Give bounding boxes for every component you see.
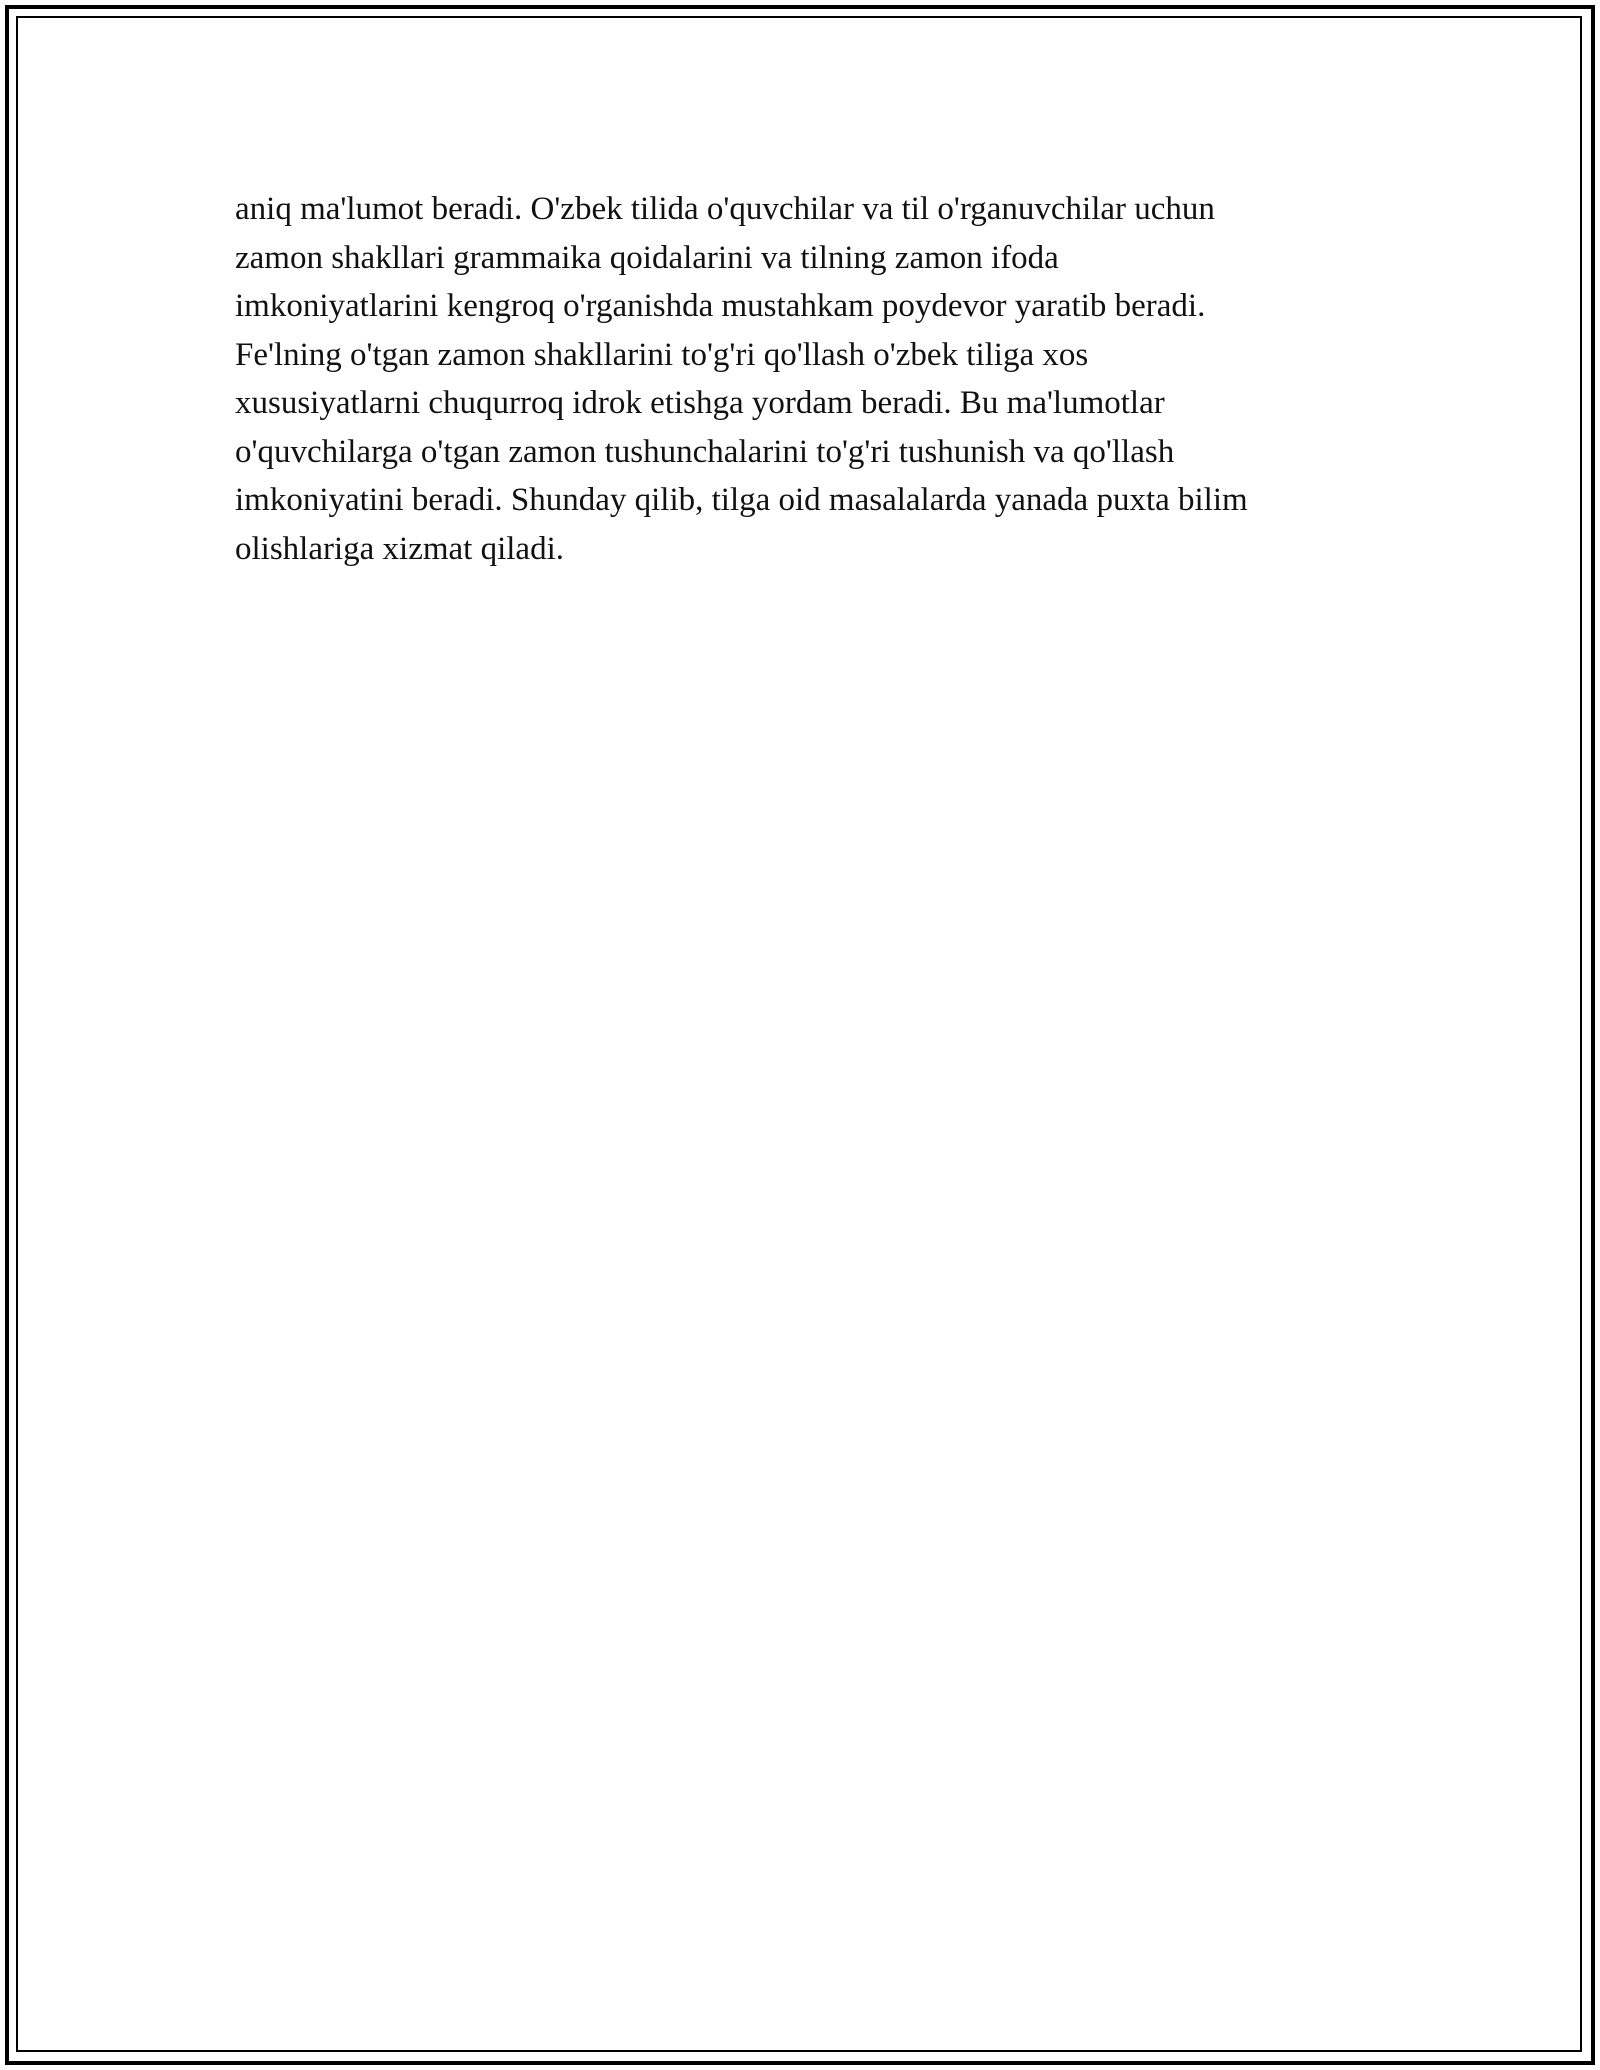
document-body bbox=[235, 185, 1395, 573]
text-line: xususiyatlarni chuqurroq idrok etishga yordam beradi. Bu ma'lumotlar bbox=[235, 385, 1165, 421]
text-line: Fe'lning o'tgan zamon shakllarini to'g'ri qo'llash o'zbek tiliga xos bbox=[235, 336, 1089, 373]
text-line: o'quvchilarga o'tgan zamon tushunchalarini to'g'ri tushunish va qo'llash bbox=[235, 433, 1175, 470]
text-line: imkoniyatini beradi. Shunday qilib, tilga oid masalalarda yanada puxta bilim bbox=[235, 482, 1248, 518]
text-line: zamon shakllari grammaika qoidalarini va tilning zamon ifoda bbox=[235, 239, 1059, 276]
text-line: olishlariga xizmat qiladi. bbox=[235, 530, 565, 567]
text-line: imkoniyatlarini kengroq o'rganishda mustahkam poydevor yaratib beradi. bbox=[235, 288, 1206, 324]
text-line: aniq ma'lumot beradi. O'zbek tilida o'quvchilar va til o'rganuvchilar uchun bbox=[235, 191, 1215, 227]
